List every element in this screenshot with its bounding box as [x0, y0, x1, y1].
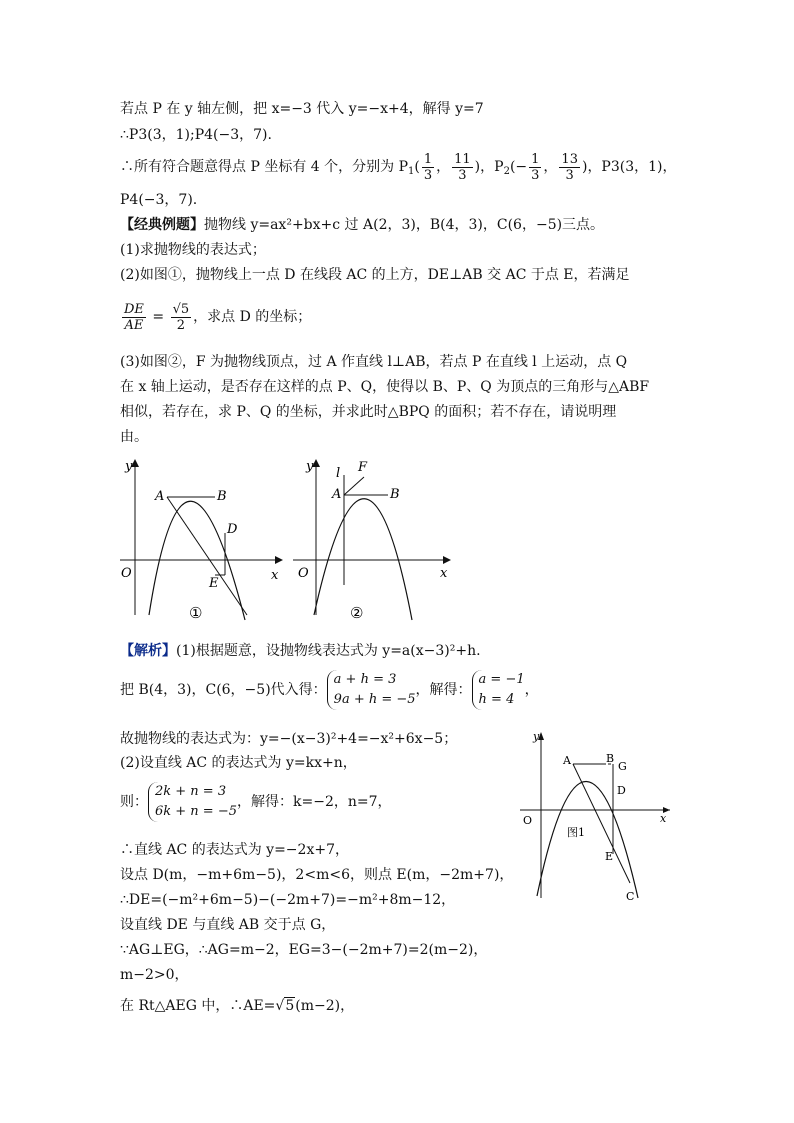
solution-11: m−2>0， [120, 967, 189, 983]
solution-6: ∴直线 AC 的表达式为 y=−2x+7， [120, 842, 349, 858]
line-1: 若点 P 在 y 轴左侧，把 x=−3 代入 y=−x+4，解得 y=7 [120, 101, 484, 117]
fig3-B: B [606, 752, 615, 765]
solution-9: 设直线 DE 与直线 AB 交于点 G， [120, 917, 336, 933]
fig3-origin: O [523, 814, 533, 827]
line-11: 相似，若存在，求 P、Q 的坐标，并求此时△BPQ 的面积；若不存在，请说明理 [120, 404, 617, 420]
line-7: (2)如图①，抛物线上一点 D 在线段 AC 的上方，DE⊥AB 交 AC 于点 E，若满足 [120, 267, 630, 283]
line-5: 【经典例题】抛物线 y=ax²+bx+c 过 A(2，3)，B(4，3)，C(6，−5)三点。 [120, 217, 605, 233]
fig1-A: A [155, 489, 165, 504]
solution-1: 【解析】(1)根据题意，设抛物线表达式为 y=a(x−3)²+h. [120, 643, 481, 659]
solution-8: ∴DE=(−m²+6m−5)−(−2m+7)=−m²+8m−12， [120, 892, 456, 908]
fig2-caption: ② [350, 604, 364, 622]
fig2-origin: O [298, 566, 309, 581]
fig1-y-label: y [125, 459, 133, 474]
figure-3 [515, 728, 675, 908]
fig2-l: l [336, 466, 341, 481]
solution-2: 把 B(4，3)，C(6，−5)代入得： a + h = 3 9a + h = −5 ，解得： a = −1 h = 4 ， [120, 668, 539, 712]
solution-7: 设点 D(m，−m+6m−5)，2<m<6，则点 E(m，−2m+7)， [120, 867, 514, 883]
fig2-x-label: x [440, 566, 448, 581]
fig2-y-label: y [306, 459, 314, 474]
solution-5: 则： 2k + n = 3 6k + n = −5 ，解得：k=−2，n=7， [120, 780, 392, 824]
line-2: ∴P3(3，1);P4(−3，7). [120, 127, 272, 143]
fig3-G: G [618, 760, 627, 773]
line-3: ∴所有符合题意得点 P 坐标有 4 个，分别为 $P_1$( $\frac{1}{3}$ ， $\frac{11}{3}$ )，$P_2(-$ $\frac{1}{3}$ ， $\frac{13}{3}$ )，P3(3，1)， [120, 151, 677, 183]
solution-10: ∵AG⊥EG，∴AG=m−2，EG=3−(−2m+7)=2(m−2)， [120, 942, 488, 958]
fig1-x-label: x [271, 568, 279, 583]
fig2-A: A [332, 487, 342, 502]
figure-1 [115, 455, 285, 625]
line-12: 由。 [120, 429, 148, 445]
fig3-y-label: y [533, 730, 540, 743]
fig1-origin: O [121, 566, 132, 581]
line-9: (3)如图②，F 为抛物线顶点，过 A 作直线 l⊥AB，若点 P 在直线 l 上运动，点 Q [120, 354, 628, 370]
fig1-B: B [217, 489, 227, 504]
line-6: (1)求抛物线的表达式； [120, 242, 266, 258]
fig3-x-label: x [660, 812, 667, 825]
solution-3: 故抛物线的表达式为：y=−(x−3)²+4=−x²+6x−5； [120, 731, 458, 747]
fig1-E: E [209, 576, 219, 591]
fig2-F: F [358, 460, 368, 475]
line-4: P4(−3，7). [120, 192, 198, 208]
line-8: $\frac{DE}{AE}$ = $\frac{√5}{2}$ ，求点 D 的坐标； [124, 301, 312, 333]
fig3-C: C [626, 890, 635, 903]
fig3-A: A [563, 754, 571, 767]
fig3-caption: 图1 [567, 826, 585, 839]
solution-4: (2)设直线 AC 的表达式为 y=kx+n， [120, 755, 357, 771]
fig2-B: B [390, 487, 400, 502]
fig1-D: D [227, 522, 238, 537]
fig3-E: E [605, 850, 614, 863]
fig1-caption: ① [189, 604, 203, 622]
figure-2 [288, 455, 453, 625]
solution-12: 在 Rt△AEG 中，∴AE=√5(m−2)， [120, 998, 355, 1014]
line-10: 在 x 轴上运动，是否存在这样的点 P、Q，使得以 B、P、Q 为顶点的三角形与△ABF [120, 379, 650, 395]
fig3-D: D [617, 784, 626, 797]
